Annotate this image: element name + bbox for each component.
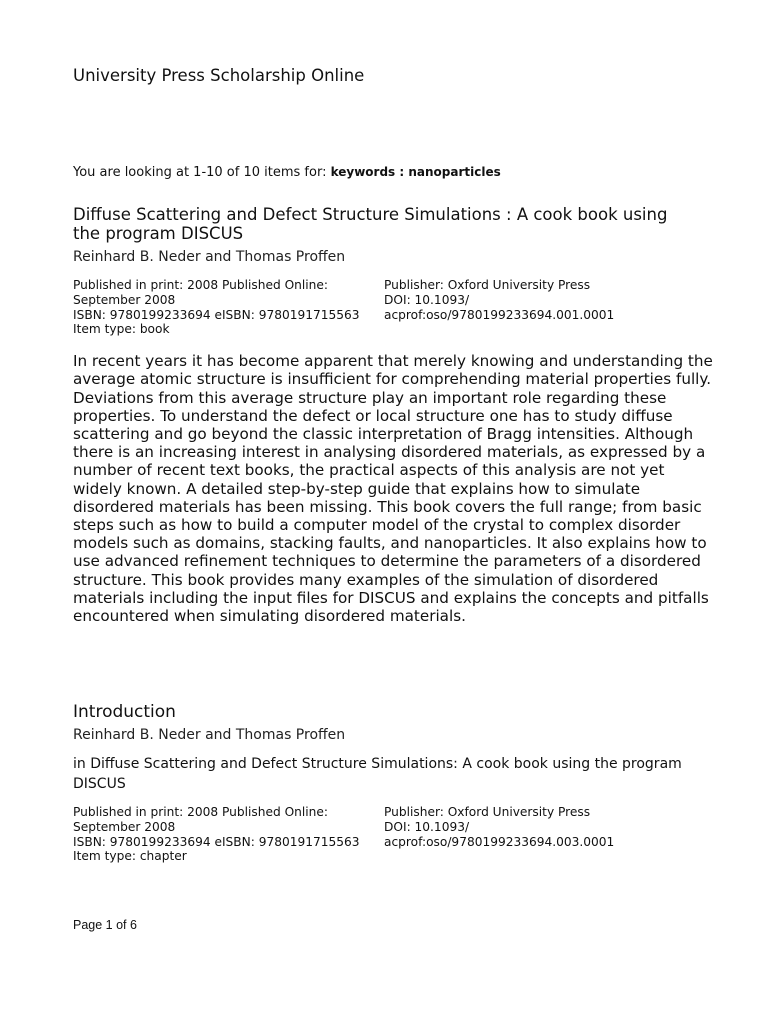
book-meta-left: [73, 278, 384, 337]
meta-doi: DOI: 10.1093/: [384, 819, 470, 834]
chapter-meta-right: [384, 805, 704, 864]
meta-publisher: Publisher: Oxford University Press: [384, 278, 591, 292]
book-meta-right: [384, 278, 704, 337]
meta-publisher: Publisher: Oxford University Press: [384, 805, 591, 819]
meta-item-type: Item type: book: [73, 322, 170, 337]
results-summary: [73, 165, 501, 180]
page-number: Page 1 of 6: [73, 918, 137, 932]
chapter-meta-left: [73, 805, 384, 864]
meta-published: Published in print: 2008 Published Online:: [73, 805, 329, 819]
book-metadata: [73, 278, 713, 337]
meta-published-date: September 2008: [73, 292, 176, 307]
results-count-text: You are looking at 1-10 of 10 items for:: [73, 165, 331, 180]
result-item-chapter: [73, 702, 713, 864]
chapter-title-link[interactable]: Introduction: [73, 702, 176, 722]
meta-doi-suffix: acprof:oso/9780199233694.003.0001: [384, 834, 615, 849]
meta-doi-suffix: acprof:oso/9780199233694.001.0001: [384, 307, 615, 322]
book-title-link[interactable]: Diffuse Scattering and Defect Structure Simulations : A cook book using the program DISCUS: [73, 205, 668, 243]
meta-doi: DOI: 10.1093/: [384, 292, 470, 307]
meta-isbn: ISBN: 9780199233694 eISBN: 9780191715563: [73, 307, 360, 322]
chapter-metadata: [73, 805, 713, 864]
chapter-authors: Reinhard B. Neder and Thomas Proffen: [73, 727, 346, 743]
result-item-book: [73, 205, 713, 625]
site-title[interactable]: University Press Scholarship Online: [73, 66, 365, 85]
meta-item-type: Item type: chapter: [73, 849, 187, 864]
chapter-source[interactable]: in Diffuse Scattering and Defect Structure Simulations: A cook book using the program DISCUS: [73, 756, 682, 792]
book-authors: Reinhard B. Neder and Thomas Proffen: [73, 249, 346, 265]
book-abstract: In recent years it has become apparent that merely knowing and understanding the average atomic structure is insufficient for comprehending material properties fully. Deviations from this average structure play an important role regarding these properties. To understand the defect or local structure one has to study diffuse scattering and go beyond the classic interpretation of Bragg intensities. Although there is an increasing interest in analysing disordered materials, as expressed by a number of recent text books, the practical aspects of this analysis are not yet widely known. A detailed step-by-step guide that explains how to simulate disordered materials has been missing. This book covers the full range; from basic steps such as how to build a computer model of the crystal to complex disorder models such as domains, stacking faults, and nanoparticles. It also explains how to use advanced refinement techniques to determine the parameters of a disordered structure. This book provides many examples of the simulation of disordered materials including the input files for DISCUS and explains the concepts and pitfalls encountered when simulating disordered materials.: [73, 352, 713, 626]
meta-isbn: ISBN: 9780199233694 eISBN: 9780191715563: [73, 834, 360, 849]
meta-published: Published in print: 2008 Published Online:: [73, 278, 329, 292]
meta-published-date: September 2008: [73, 819, 176, 834]
search-keywords: keywords : nanoparticles: [330, 165, 501, 179]
